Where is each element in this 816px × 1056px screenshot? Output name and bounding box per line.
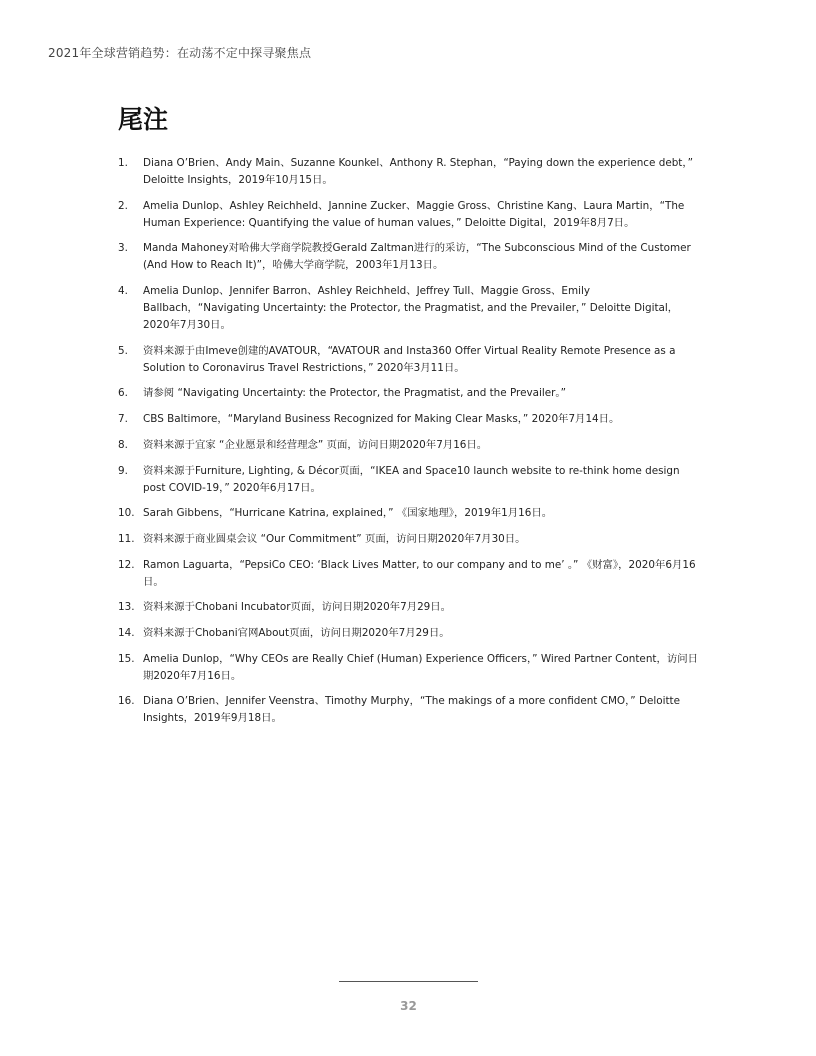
endnote-number: 15.: [118, 652, 135, 665]
endnote-item: [118, 463, 703, 497]
endnote-text: 资料来源于Chobani官网About页面，访问日期2020年7月29日。: [143, 626, 450, 639]
endnote-text: 请参阅 “Navigating Uncertainty: the Protector, the Pragmatist, and the Prevailer。”: [143, 387, 566, 400]
endnote-number: 12.: [118, 558, 135, 571]
endnote-number: 7.: [118, 413, 128, 426]
endnote-item: [118, 625, 703, 642]
endnote-text: Ramon Laguarta，“PepsiCo CEO: ‘Black Lives Matter, to our company and to me’ 。” 《财富》，2020年6月16日。: [143, 558, 696, 588]
endnote-item: [118, 155, 703, 189]
endnote-text: 资料来源于Furniture, Lighting, & Décor页面，“IKEA and Space10 launch website to re-think home design post COVID-19，” 2020年6月17日。: [143, 464, 680, 494]
endnote-text: Sarah Gibbens，“Hurricane Katrina, explained，” 《国家地理》，2019年1月16日。: [143, 507, 553, 520]
endnote-number: 2.: [118, 199, 128, 212]
endnote-number: 11.: [118, 532, 135, 545]
endnote-item: [118, 240, 703, 274]
endnote-item: [118, 693, 703, 727]
endnote-number: 1.: [118, 157, 128, 169]
endnote-item: [118, 505, 703, 522]
running-header: 2021年全球营销趋势：在动荡不定中探寻聚焦点: [48, 46, 312, 60]
endnote-item: [118, 411, 703, 428]
endnote-number: 6.: [118, 387, 128, 400]
endnote-number: 10.: [118, 507, 135, 520]
endnotes-list: [118, 155, 703, 736]
page-number: 32: [400, 999, 417, 1013]
endnote-text: Manda Mahoney对哈佛大学商学院教授Gerald Zaltman进行的采访，“The Subconscious Mind of the Customer (And How to Reach It)”，哈佛大学商学院，2003年1月13日。: [143, 242, 691, 272]
endnote-text: 资料来源于宜家 “企业愿景和经营理念” 页面，访问日期2020年7月16日。: [143, 438, 488, 451]
endnote-item: [118, 437, 703, 454]
endnote-number: 8.: [118, 438, 128, 451]
endnote-item: [118, 557, 703, 591]
endnote-text: Amelia Dunlop，“Why CEOs are Really Chief (Human) Experience Officers，” Wired Partner Content，访问日期2020年7月16日。: [143, 652, 699, 682]
endnote-number: 16.: [118, 695, 135, 708]
endnote-text: CBS Baltimore，“Maryland Business Recognized for Making Clear Masks，” 2020年7月14日。: [143, 413, 620, 426]
endnote-text: 资料来源于由Imeve创建的AVATOUR，“AVATOUR and Insta360 Offer Virtual Reality Remote Presence as a Solution to Coronavirus Travel Restrictions，” 2020年3月11日。: [143, 344, 676, 374]
endnote-number: 4.: [118, 285, 128, 298]
endnote-item: [118, 385, 703, 402]
endnote-item: [118, 599, 703, 616]
endnote-text: Amelia Dunlop、Ashley Reichheld、Jannine Zucker、Maggie Gross、Christine Kang、Laura Martin，“The Human Experience: Quantifying the value of human values，” Deloitte Digital，2019年8月7日。: [143, 199, 685, 229]
endnote-number: 14.: [118, 626, 135, 639]
endnote-number: 9.: [118, 464, 128, 477]
endnote-item: [118, 198, 703, 232]
endnote-number: 13.: [118, 601, 135, 614]
page-title: 尾注: [118, 105, 169, 134]
endnote-text: 资料来源于Chobani Incubator页面，访问日期2020年7月29日。: [143, 601, 452, 614]
endnote-item: [118, 343, 703, 377]
endnote-text: Diana O’Brien、Jennifer Veenstra、Timothy Murphy，“The makings of a more confident CMO，” Deloitte Insights，2019年9月18日。: [143, 695, 681, 725]
endnote-text: 资料来源于商业圆桌会议 “Our Commitment” 页面，访问日期2020年7月30日。: [143, 532, 526, 545]
endnote-item: [118, 283, 703, 334]
endnote-number: 5.: [118, 344, 128, 357]
endnote-text: Diana O’Brien、Andy Main、Suzanne Kounkel、Anthony R. Stephan，“Paying down the experience debt，” Deloitte Insights，2019年10月15日。: [143, 157, 693, 186]
endnote-text: Amelia Dunlop、Jennifer Barron、Ashley Reichheld、Jeffrey Tull、Maggie Gross、Emily Ballbach，“Navigating Uncertainty: the Protector, the Pragmatist, and the Prevailer，” Deloitte Digital，2020年7月30日。: [143, 285, 679, 332]
endnote-number: 3.: [118, 242, 128, 255]
endnote-item: [118, 651, 703, 685]
footer-divider: [339, 981, 478, 982]
endnote-item: [118, 531, 703, 548]
